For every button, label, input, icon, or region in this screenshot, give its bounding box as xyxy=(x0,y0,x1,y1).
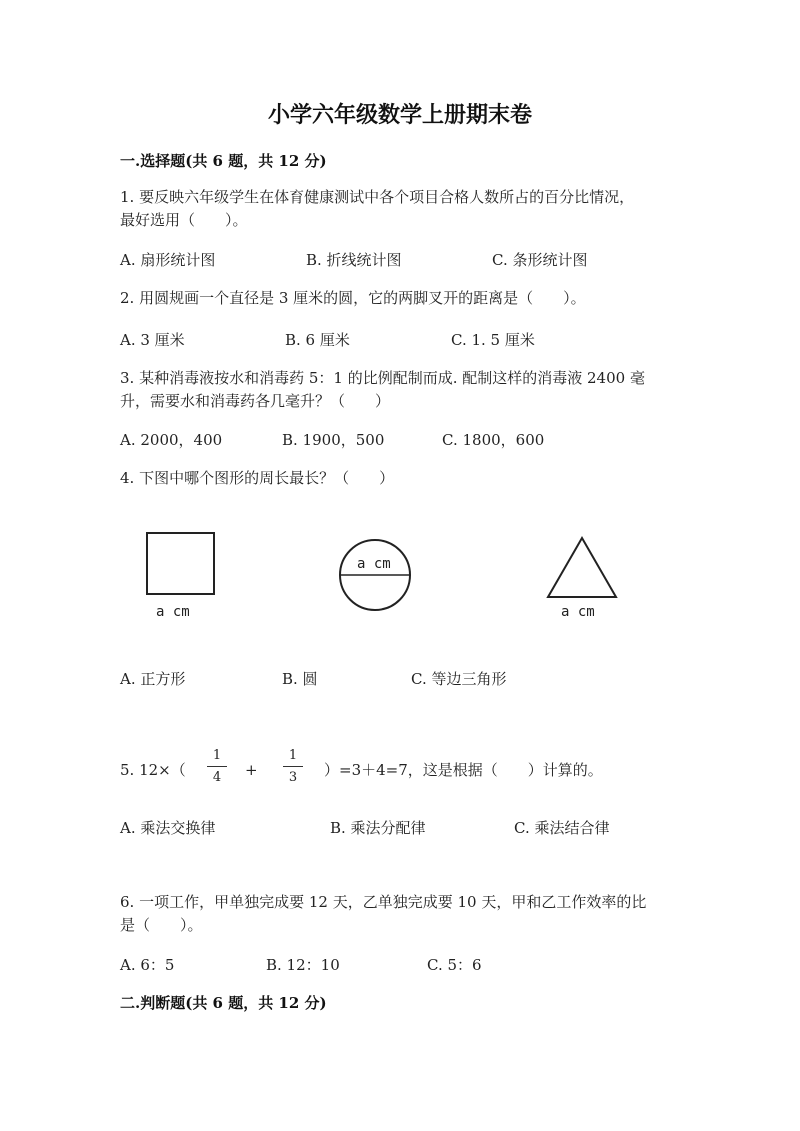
question-6-option-c: C. 5：6 xyxy=(427,956,482,974)
fraction-one-quarter xyxy=(207,748,227,785)
question-5-prefix: 5. 12×（ xyxy=(120,761,186,779)
question-4-option-c: C. 等边三角形 xyxy=(411,670,507,688)
question-4-option-b: B. 圆 xyxy=(282,670,318,688)
fraction-2-bar xyxy=(283,766,303,767)
question-2-line-1: 2. 用圆规画一个直径是 3 厘米的圆，它的两脚叉开的距离是（ ）。 xyxy=(120,289,586,307)
fraction-2-denominator: 3 xyxy=(288,770,298,785)
question-5-option-b: B. 乘法分配律 xyxy=(330,819,426,837)
page-title: 小学六年级数学上册期末卷 xyxy=(267,102,532,128)
triangle-figure xyxy=(545,536,619,600)
question-2-option-a: A. 3 厘米 xyxy=(120,331,185,349)
question-2-text xyxy=(120,287,586,310)
question-6-option-b: B. 12：10 xyxy=(266,956,340,974)
question-5-plus: + xyxy=(245,761,258,779)
question-1-text xyxy=(120,186,634,232)
circle-figure xyxy=(338,538,412,612)
question-1-option-a: A. 扇形统计图 xyxy=(120,251,216,269)
question-3-line-1: 3. 某种消毒液按水和消毒药 5：1 的比例配制而成. 配制这样的消毒液 2400 毫 xyxy=(120,369,645,387)
question-3-line-2: 升，需要水和消毒药各几毫升？（ ） xyxy=(120,392,391,410)
square-side-label: a cm xyxy=(156,604,190,620)
question-1-line-2: 最好选用（ ）。 xyxy=(120,211,248,229)
question-4-text xyxy=(120,467,394,490)
section-heading-choice: 一.选择题(共 6 题，共 12 分) xyxy=(120,152,327,170)
question-4-line-1: 4. 下图中哪个图形的周长最长？（ ） xyxy=(120,469,395,487)
question-2-option-b: B. 6 厘米 xyxy=(285,331,350,349)
triangle-side-label: a cm xyxy=(561,604,595,620)
question-4-option-a: A. 正方形 xyxy=(120,670,186,688)
question-3-option-c: C. 1800，600 xyxy=(442,431,545,449)
question-1-option-c: C. 条形统计图 xyxy=(492,251,588,269)
question-5-option-a: A. 乘法交换律 xyxy=(120,819,216,837)
fraction-2-numerator: 1 xyxy=(288,748,298,763)
question-6-line-2: 是（ ）。 xyxy=(120,916,203,934)
circle-diameter-label: a cm xyxy=(357,556,391,572)
question-3-option-a: A. 2000，400 xyxy=(120,431,223,449)
fraction-1-denominator: 4 xyxy=(212,770,222,785)
question-6-text xyxy=(120,891,646,937)
question-1-line-1: 1. 要反映六年级学生在体育健康测试中各个项目合格人数所占的百分比情况， xyxy=(120,188,635,206)
question-5-option-c: C. 乘法结合律 xyxy=(514,819,610,837)
question-6-option-a: A. 6：5 xyxy=(120,956,175,974)
fraction-one-third xyxy=(283,748,303,785)
question-5-suffix: ）=3＋4=7，这是根据（ ）计算的。 xyxy=(324,761,603,779)
fraction-1-bar xyxy=(207,766,227,767)
question-2-option-c: C. 1. 5 厘米 xyxy=(451,331,535,349)
question-3-text xyxy=(120,367,645,413)
square-figure xyxy=(146,532,215,595)
section-heading-true-false: 二.判断题(共 6 题，共 12 分) xyxy=(120,994,327,1012)
question-3-option-b: B. 1900，500 xyxy=(282,431,385,449)
fraction-1-numerator: 1 xyxy=(212,748,222,763)
question-1-option-b: B. 折线统计图 xyxy=(306,251,402,269)
question-6-line-1: 6. 一项工作，甲单独完成要 12 天，乙单独完成要 10 天，甲和乙工作效率的比 xyxy=(120,893,647,911)
